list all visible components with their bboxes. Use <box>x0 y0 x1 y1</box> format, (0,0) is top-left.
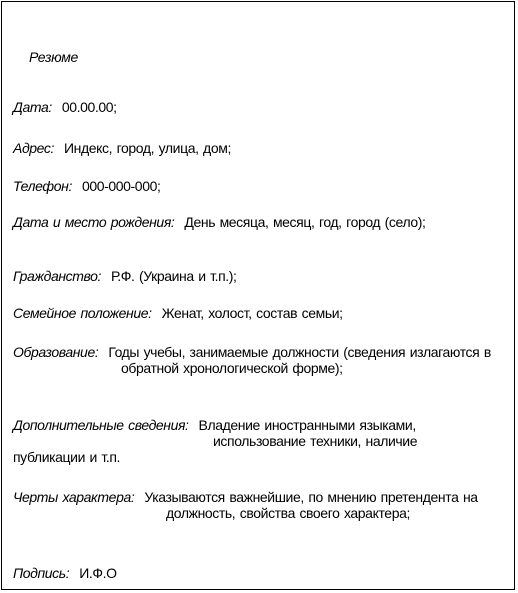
field-label: Черты характера: <box>13 489 135 505</box>
field-value-tail: публикации и т.п. <box>13 449 121 465</box>
field-value: 000-000-000; <box>81 178 161 194</box>
field-label: Телефон: <box>13 178 72 194</box>
field-value: Р.Ф. (Украина и т.п.); <box>110 268 237 284</box>
field-additional-info <box>13 417 507 465</box>
field-value: Владение иностранными языками, <box>198 417 416 433</box>
field-label: Подпись: <box>13 565 70 581</box>
field-address <box>13 140 507 156</box>
field-label: Образование: <box>13 344 99 360</box>
field-value-continued: обратной хронологической форме); <box>121 360 343 376</box>
field-date <box>13 99 507 115</box>
field-label: Семейное положение: <box>13 305 152 321</box>
field-marital-status <box>13 305 507 321</box>
field-character-traits <box>13 489 507 521</box>
document-frame <box>1 1 515 590</box>
field-value: И.Ф.О <box>79 565 117 581</box>
field-label: Дата и место рождения: <box>13 214 175 230</box>
field-value: Индекс, город, улица, дом; <box>63 140 231 156</box>
field-citizenship <box>13 268 507 284</box>
field-value: День месяца, месяц, год, город (село); <box>184 214 426 230</box>
field-value: Женат, холост, состав семьи; <box>161 305 343 321</box>
field-label: Дополнительные сведения: <box>13 417 189 433</box>
field-education <box>13 344 507 376</box>
field-label: Гражданство: <box>13 268 101 284</box>
document-title: Резюме <box>29 49 78 65</box>
field-birth <box>13 213 507 231</box>
field-value: 00.00.00; <box>61 99 117 115</box>
field-value-continued: должность, свойства своего характера; <box>166 505 410 521</box>
field-phone <box>13 178 507 194</box>
field-value-continued: использование техники, наличие <box>213 433 418 449</box>
field-value: Указываются важнейшие, по мнению претендента на <box>144 489 478 505</box>
field-label: Адрес: <box>13 140 54 156</box>
field-signature <box>13 565 507 581</box>
field-value: Годы учебы, занимаемые должности (сведения излагаются в <box>108 344 491 360</box>
field-label: Дата: <box>13 99 52 115</box>
